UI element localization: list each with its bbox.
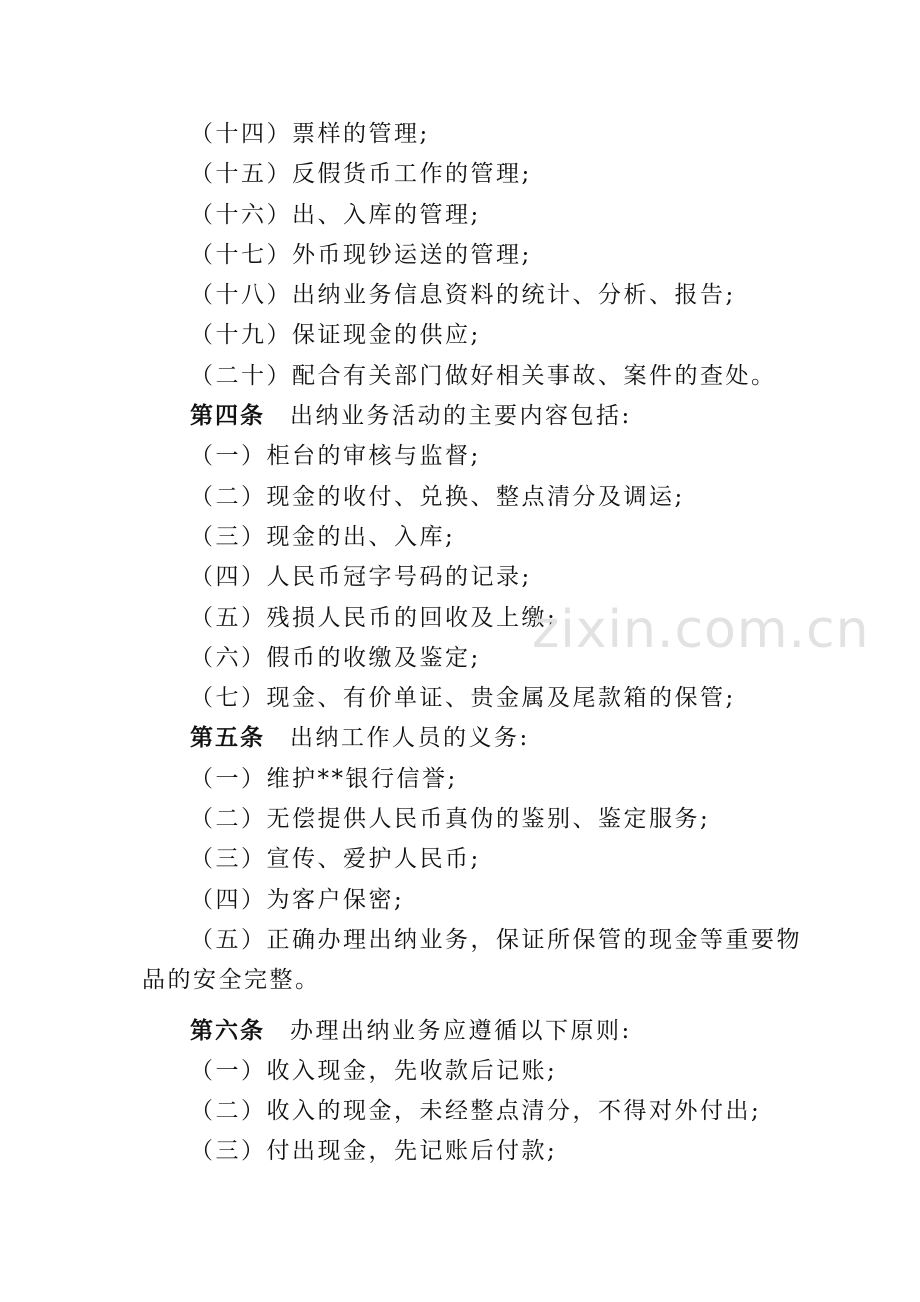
item-text: （四）为客户保密; [190,886,405,913]
item-text: （十六）出、入库的管理; [190,201,481,228]
article-label: 第五条 [190,724,265,752]
item-text: （一）维护**银行信誉; [190,765,458,792]
article-label: 第四条 [190,402,265,430]
item-text: （一）柜台的审核与监督; [190,443,481,470]
list-item [0,1091,920,1131]
list-item [0,920,920,960]
item-text: （二）收入的现金，未经整点清分，不得对外付出; [190,1098,762,1125]
item-text: （三）现金的出、入库; [190,523,456,550]
list-item [0,880,920,920]
list-item [0,799,920,839]
item-text: （二）现金的收付、兑换、整点清分及调运; [190,483,685,510]
list-item [0,678,920,718]
watermark: zixin.com.cn [532,600,870,660]
item-text: 品的安全完整。 [142,967,321,994]
list-item-continuation [0,960,920,1000]
article-4 [0,396,920,436]
list-item [0,195,920,235]
item-text: （五）正确办理出纳业务，保证所保管的现金等重要物 [190,926,802,953]
list-item [0,839,920,879]
list-item [0,557,920,597]
item-text: （十九）保证现金的供应; [190,322,481,349]
list-item [0,759,920,799]
list-item [0,1051,920,1091]
paragraph-gap [0,1001,920,1011]
item-text: （六）假币的收缴及鉴定; [190,644,481,671]
item-text: （四）人民币冠字号码的记录; [190,564,532,591]
item-text: （十五）反假货币工作的管理; [190,161,532,188]
list-item [0,154,920,194]
item-text: （一）收入现金，先收款后记账; [190,1057,558,1084]
list-item [0,517,920,557]
article-text: 办理出纳业务应遵循以下原则: [290,1017,632,1044]
list-item [0,114,920,154]
list-item [0,638,920,678]
list-item [0,436,920,476]
list-item [0,598,920,638]
list-item [0,235,920,275]
list-item [0,1131,920,1171]
document-page [0,114,920,1172]
list-item [0,315,920,355]
article-label: 第六条 [190,1016,265,1044]
item-text: （七）现金、有价单证、贵金属及尾款箱的保管; [190,685,736,712]
list-item [0,477,920,517]
item-text: （十八）出纳业务信息资料的统计、分析、报告; [190,282,736,309]
list-item [0,356,920,396]
article-text: 出纳工作人员的义务: [290,725,530,752]
item-text: （五）残损人民币的回收及上缴; [190,604,558,631]
item-text: （十七）外币现钞运送的管理; [190,241,532,268]
article-6 [0,1011,920,1051]
article-text: 出纳业务活动的主要内容包括: [290,403,632,430]
item-text: （二十）配合有关部门做好相关事故、案件的查处。 [190,362,777,389]
list-item [0,275,920,315]
item-text: （三）付出现金，先记账后付款; [190,1138,558,1165]
item-text: （二）无偿提供人民币真伪的鉴别、鉴定服务; [190,806,711,833]
item-text: （十四）票样的管理; [190,121,430,147]
item-text: （三）宣传、爱护人民币; [190,846,481,873]
article-5 [0,718,920,758]
